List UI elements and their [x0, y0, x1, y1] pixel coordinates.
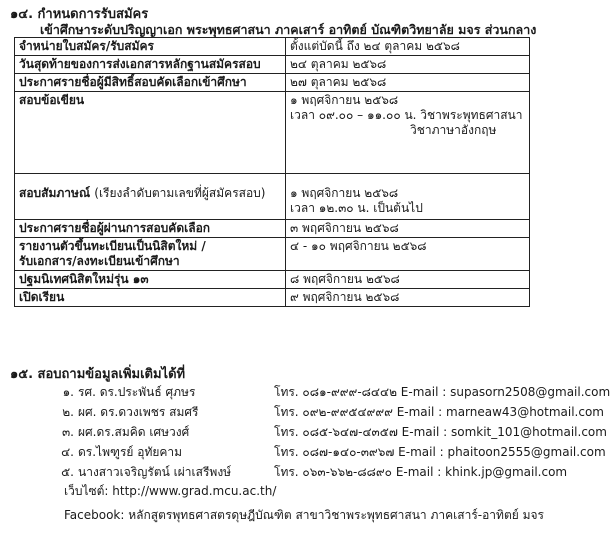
- facebook-line: Facebook: หลักสูตรพุทธศาสตรดุษฎีบัณฑิต สาขาวิชาพระพุทธศาสนา ภาคเสาร์-อาทิตย์ มจร: [64, 508, 544, 522]
- schedule-item: วันสุดท้ายของการส่งเอกสารหลักฐานสมัครสอบ: [15, 56, 286, 74]
- schedule-item: เปิดเรียน: [15, 289, 286, 307]
- schedule-date-line: ๑ พฤศจิกายน ๒๕๖๘: [290, 93, 399, 107]
- program-subtitle: เข้าศึกษาระดับปริญญาเอก พระพุทธศาสนา ภาคเสาร์ อาทิตย์ บัณฑิตวิทยาลัย มจร ส่วนกลาง: [40, 22, 537, 37]
- contact-details: โทร. ๐๘๑-๙๙๙-๘๔๔๒ E-mail : supasorn2508@gmail.com: [274, 385, 610, 399]
- schedule-date: ๒๔ ตุลาคม ๒๕๖๘: [286, 56, 530, 74]
- table-row: [15, 56, 530, 74]
- table-row: [15, 38, 530, 56]
- schedule-item: สอบข้อเขียน: [15, 92, 286, 174]
- contact-name: นางสาวเจริญรัตน์ เผ่าเสรีพงษ์: [78, 465, 232, 479]
- schedule-date: [286, 92, 530, 174]
- schedule-date: ๓ พฤศจิกายน ๒๕๖๘: [286, 220, 530, 238]
- table-row: [15, 271, 530, 289]
- schedule-item: ปฐมนิเทศนิสิตใหม่รุ่น ๑๓: [15, 271, 286, 289]
- schedule-date: ๒๗ ตุลาคม ๒๕๖๘: [286, 74, 530, 92]
- section-15-title: ๑๕. สอบถามข้อมูลเพิ่มเติมได้ที่: [10, 367, 186, 382]
- table-row: [15, 220, 530, 238]
- contact-name: ผศ. ดร.ดวงเพชร สมศรี: [78, 405, 199, 419]
- schedule-date: ๔ - ๑๐ พฤศจิกายน ๒๕๖๘: [286, 238, 530, 271]
- schedule-item-line: รับเอกสาร/ลงทะเบียนเข้าศึกษา: [19, 254, 180, 268]
- schedule-date: ๘ พฤศจิกายน ๒๕๖๘: [286, 271, 530, 289]
- schedule-date-line: ๑ พฤศจิกายน ๒๕๖๘: [290, 186, 399, 200]
- contact-number: ๓.: [61, 425, 74, 439]
- schedule-item-label: สอบสัมภาษณ์: [19, 186, 91, 200]
- schedule-item: [15, 238, 286, 271]
- table-row: [15, 74, 530, 92]
- schedule-date: ๙ พฤศจิกายน ๒๕๖๘: [286, 289, 530, 307]
- contact-details: โทร. ๐๙๒-๙๙๕๔๙๙๙ E-mail : marneaw43@hotmail.com: [274, 405, 604, 419]
- schedule-time-line: เวลา ๐๙.๐๐ – ๑๑.๐๐ น. วิชาพระพุทธศาสนา: [290, 108, 523, 122]
- contact-name: ดร.ไพฑูรย์ อุทัยคาม: [78, 445, 183, 459]
- contact-number: ๕.: [61, 465, 74, 479]
- contact-number: ๒.: [62, 405, 74, 419]
- schedule-item: ประกาศรายชื่อผู้มีสิทธิ์สอบคัดเลือกเข้าศึกษา: [15, 74, 286, 92]
- schedule-item: จำหน่ายใบสมัคร/รับสมัคร: [15, 38, 286, 56]
- schedule-item: ประกาศรายชื่อผู้ผ่านการสอบคัดเลือก: [15, 220, 286, 238]
- schedule-item: [15, 174, 286, 220]
- table-row: [15, 238, 530, 271]
- website-line: เว็บไซต์: http://www.grad.mcu.ac.th/: [64, 484, 277, 498]
- schedule-date: [286, 174, 530, 220]
- table-row: [15, 92, 530, 174]
- table-row: [15, 174, 530, 220]
- schedule-item-line: รายงานตัวขึ้นทะเบียนเป็นนิสิตใหม่ /: [19, 239, 206, 253]
- contact-details: โทร. ๐๖๓-๖๖๒-๘๘๙๐ E-mail : khink.jp@gmail.com: [274, 465, 568, 479]
- section-14-title: ๑๔. กำหนดการรับสมัคร: [10, 7, 149, 22]
- contact-name: รศ. ดร.ประพันธ์ ศุภษร: [78, 385, 196, 399]
- schedule-item-note: (เรียงลำดับตามเลขที่ผู้สมัครสอบ): [94, 186, 266, 200]
- schedule-table: [14, 37, 530, 307]
- schedule-time-line: เวลา ๑๒.๓๐ น. เป็นต้นไป: [290, 201, 423, 215]
- contact-name: ผศ.ดร.สมคิด เศษวงศ์: [78, 425, 190, 439]
- schedule-subject-line: วิชาภาษาอังกฤษ: [410, 123, 497, 137]
- contact-number: ๑.: [62, 385, 74, 399]
- table-row: [15, 289, 530, 307]
- contact-details: โทร. ๐๘๕-๖๔๗-๔๓๕๗ E-mail : somkit_101@hotmail.com: [274, 425, 607, 439]
- contact-details: โทร. ๐๘๗-๑๔๐-๓๙๖๗ E-mail : phaitoon2555@gmail.com: [274, 445, 606, 459]
- contact-number: ๔.: [61, 445, 74, 459]
- schedule-date: ตั้งแต่บัดนี้ ถึง ๒๔ ตุลาคม ๒๕๖๘: [286, 38, 530, 56]
